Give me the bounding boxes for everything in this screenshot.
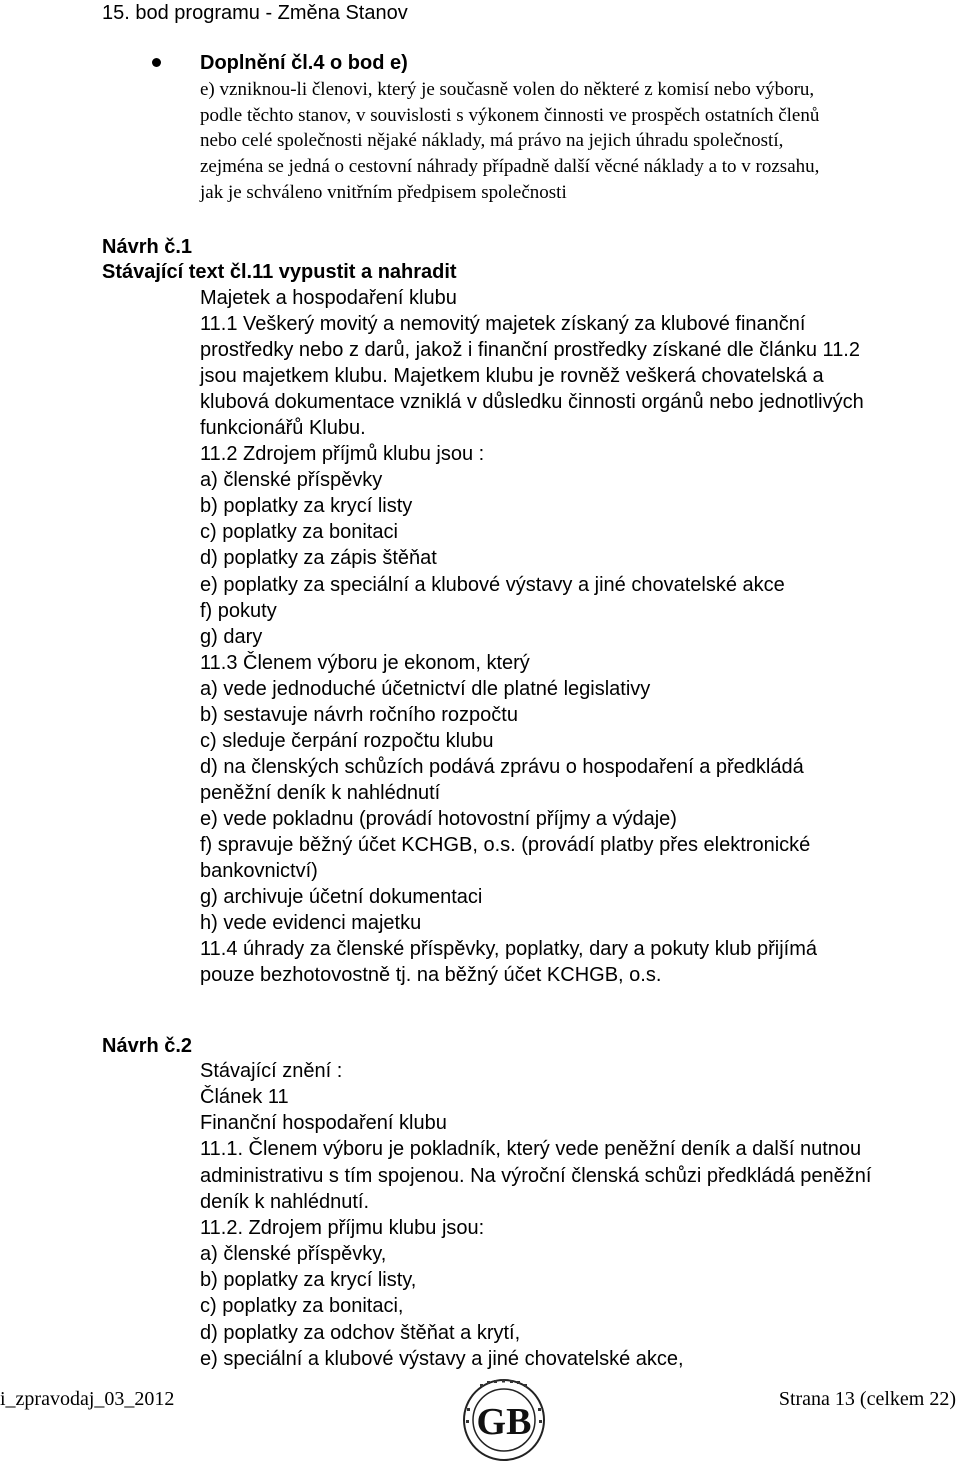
proposal-2-line: 11.1. Členem výboru je pokladník, který vede peněžní deník a další nutnou xyxy=(200,1138,862,1161)
proposal-1-line: 11.1 Veškerý movitý a nemovitý majetek získaný za klubové finanční xyxy=(200,313,806,336)
proposal-2-line: c) poplatky za bonitaci, xyxy=(200,1295,404,1318)
page-header: 15. bod programu - Změna Stanov xyxy=(102,2,408,24)
proposal-1-title: Návrh č.1 xyxy=(102,236,193,258)
amendment-line: jak je schváleno vnitřním předpisem společnosti xyxy=(200,181,567,203)
proposal-2-line: a) členské příspěvky, xyxy=(200,1243,387,1266)
proposal-1-line: b) poplatky za krycí listy xyxy=(200,495,413,518)
proposal-2-line: deník k nahlédnutí. xyxy=(200,1190,370,1213)
footer-publication-id: i_zpravodaj_03_2012 xyxy=(0,1388,175,1410)
proposal-1-line: jsou majetkem klubu. Majetkem klubu je rovněž veškerá chovatelská a xyxy=(200,365,824,388)
amendment-body xyxy=(200,77,819,206)
proposal-2-line: Článek 11 xyxy=(200,1086,289,1109)
amendment-line: e) vzniknou-li členovi, který je současně volen do některé z komisí nebo výboru, xyxy=(200,79,815,100)
proposal-1-line: 11.4 úhrady za členské příspěvky, poplatky, dary a pokuty klub přijímá xyxy=(200,938,817,961)
proposal-2-line: e) speciální a klubové výstavy a jiné chovatelské akce, xyxy=(200,1347,684,1370)
footer-page-number: Strana 13 (celkem 22) xyxy=(778,1388,956,1410)
proposal-1-line: h) vede evidenci majetku xyxy=(200,912,422,935)
logo-text: GB xyxy=(476,1401,532,1443)
proposal-1-line: c) poplatky za bonitaci xyxy=(200,521,398,544)
proposal-1-line: b) sestavuje návrh ročního rozpočtu xyxy=(200,703,518,726)
proposal-1-line: funkcionářů Klubu. xyxy=(200,417,366,440)
proposal-2-line: administrativu s tím spojenou. Na výroční členská schůzi předkládá peněžní xyxy=(200,1164,872,1187)
proposal-1-line: bankovnictví) xyxy=(200,860,318,883)
proposal-1-line: pouze bezhotovostně tj. na běžný účet KCHGB, o.s. xyxy=(200,964,662,987)
proposal-1-line: a) vede jednoduché účetnictví dle platné legislativy xyxy=(200,677,651,700)
proposal-1-line: prostředky nebo z darů, jakož i finanční prostředky získané dle článku 11.2 xyxy=(200,339,860,362)
proposal-1-line: f) spravuje běžný účet KCHGB, o.s. (provádí platby přes elektronické xyxy=(200,833,811,856)
proposal-1-line: peněžní deník k nahlédnutí xyxy=(200,781,441,804)
proposal-1-line: f) pokuty xyxy=(200,599,277,622)
proposal-2-line: Stávající znění : xyxy=(200,1060,343,1082)
proposal-2-line: Finanční hospodaření klubu xyxy=(200,1112,447,1135)
proposal-2-line: 11.2. Zdrojem příjmu klubu jsou: xyxy=(200,1216,485,1239)
proposal-2-line: d) poplatky za odchov štěňat a krytí, xyxy=(200,1321,521,1344)
amendment-line: podle těchto stanov, v souvislosti s výkonem činnosti ve prospěch ostatních členů xyxy=(200,104,820,126)
proposal-1-line: e) vede pokladnu (provádí hotovostní příjmy a výdaje) xyxy=(200,807,677,830)
proposal-1-line: g) archivuje účetní dokumentaci xyxy=(200,886,483,909)
proposal-2-line: b) poplatky za krycí listy, xyxy=(200,1269,417,1292)
proposal-2-body xyxy=(200,1058,871,1372)
amendment-line: zejména se jedná o cestovní náhrady případně další věcné náklady a to v rozsahu, xyxy=(200,156,820,178)
proposal-1-line: a) členské příspěvky xyxy=(200,469,383,492)
proposal-1-line: klubová dokumentace vzniklá v důsledku činnosti orgánů nebo jednotlivých xyxy=(200,391,864,414)
proposal-1-line: 11.3 Členem výboru je ekonom, který xyxy=(200,651,530,674)
amendment-title: Doplnění čl.4 o bod e) xyxy=(200,52,408,74)
proposal-1-body xyxy=(200,285,864,988)
club-seal-gb-logo-icon xyxy=(462,1378,546,1462)
proposal-1-line: d) na členských schůzích podává zprávu o hospodaření a předkládá xyxy=(200,755,804,778)
proposal-1-line: Majetek a hospodaření klubu xyxy=(200,287,457,309)
proposal-1-line: 11.2 Zdrojem příjmů klubu jsou : xyxy=(200,443,485,466)
proposal-2-title: Návrh č.2 xyxy=(102,1035,193,1057)
proposal-1-line: g) dary xyxy=(200,625,263,648)
proposal-1-line: e) poplatky za speciální a klubové výstavy a jiné chovatelské akce xyxy=(200,573,785,596)
bullet-icon xyxy=(152,58,161,67)
amendment-line: nebo celé společnosti nějaké náklady, má právo na jejich úhradu společností, xyxy=(200,130,784,152)
proposal-1-line: c) sleduje čerpání rozpočtu klubu xyxy=(200,729,494,752)
proposal-1-subtitle: Stávající text čl.11 vypustit a nahradit xyxy=(102,261,457,283)
proposal-1-line: d) poplatky za zápis štěňat xyxy=(200,547,437,570)
